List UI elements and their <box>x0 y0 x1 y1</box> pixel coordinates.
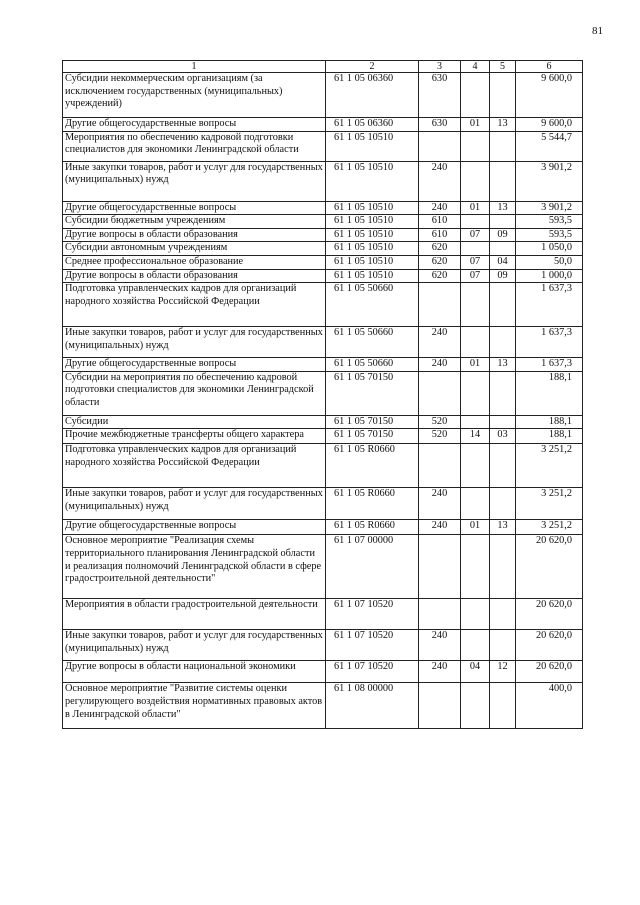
row-amount: 3 251,2 <box>516 444 583 488</box>
table-row <box>63 131 583 161</box>
row-amount: 188,1 <box>516 371 583 415</box>
row-rz: 01 <box>461 118 490 132</box>
row-code: 61 1 05 10510 <box>326 201 419 215</box>
row-rz <box>461 599 490 630</box>
row-pr <box>490 683 516 729</box>
row-pr <box>490 215 516 229</box>
row-vr <box>419 683 461 729</box>
row-amount: 3 251,2 <box>516 488 583 520</box>
row-name: Другие вопросы в области образования <box>63 228 326 242</box>
row-code: 61 1 05 06360 <box>326 73 419 118</box>
row-code: 61 1 05 10510 <box>326 131 419 161</box>
table-row <box>63 599 583 630</box>
row-vr: 240 <box>419 201 461 215</box>
budget-table <box>62 60 583 729</box>
row-pr <box>490 371 516 415</box>
row-name: Субсидии автономным учреждениям <box>63 242 326 256</box>
table-row <box>63 358 583 372</box>
row-name: Иные закупки товаров, работ и услуг для государственных (муниципальных) нужд <box>63 327 326 358</box>
row-rz: 07 <box>461 255 490 269</box>
row-code: 61 1 05 R0660 <box>326 444 419 488</box>
row-name: Мероприятия по обеспечению кадровой подготовки специалистов для экономики Ленинградской области <box>63 131 326 161</box>
table-row <box>63 242 583 256</box>
row-amount: 9 600,0 <box>516 118 583 132</box>
row-pr <box>490 444 516 488</box>
row-rz: 14 <box>461 429 490 444</box>
row-vr <box>419 283 461 327</box>
row-code: 61 1 05 50660 <box>326 327 419 358</box>
row-amount: 400,0 <box>516 683 583 729</box>
column-header: 3 <box>419 61 461 73</box>
row-pr <box>490 131 516 161</box>
table-row <box>63 661 583 683</box>
table-row <box>63 161 583 201</box>
row-vr <box>419 444 461 488</box>
row-name: Другие общегосударственные вопросы <box>63 118 326 132</box>
table-row <box>63 488 583 520</box>
row-name: Субсидии на мероприятия по обеспечению кадровой подготовки специалистов для экономики Ленинградской области <box>63 371 326 415</box>
row-rz <box>461 444 490 488</box>
column-header: 5 <box>490 61 516 73</box>
table-row <box>63 73 583 118</box>
row-rz <box>461 683 490 729</box>
row-pr <box>490 599 516 630</box>
row-rz <box>461 283 490 327</box>
row-rz <box>461 242 490 256</box>
row-amount: 50,0 <box>516 255 583 269</box>
row-pr: 04 <box>490 255 516 269</box>
page-number: 81 <box>592 25 603 37</box>
row-code: 61 1 05 70150 <box>326 429 419 444</box>
row-code: 61 1 05 10510 <box>326 255 419 269</box>
row-amount: 593,5 <box>516 228 583 242</box>
table-header-row <box>63 61 583 73</box>
row-code: 61 1 05 70150 <box>326 371 419 415</box>
row-name: Другие вопросы в области образования <box>63 269 326 283</box>
row-vr: 620 <box>419 269 461 283</box>
row-amount: 188,1 <box>516 429 583 444</box>
row-code: 61 1 05 10510 <box>326 242 419 256</box>
row-name: Субсидии некоммерческим организациям (за исключением государственных (муниципальных) учреждений) <box>63 73 326 118</box>
row-code: 61 1 05 10510 <box>326 215 419 229</box>
table-row <box>63 118 583 132</box>
row-rz <box>461 415 490 429</box>
row-name: Мероприятия в области градостроительной деятельности <box>63 599 326 630</box>
row-code: 61 1 05 10510 <box>326 228 419 242</box>
row-rz <box>461 488 490 520</box>
row-name: Иные закупки товаров, работ и услуг для государственных (муниципальных) нужд <box>63 630 326 661</box>
row-amount: 593,5 <box>516 215 583 229</box>
row-pr: 13 <box>490 358 516 372</box>
row-name: Иные закупки товаров, работ и услуг для государственных (муниципальных) нужд <box>63 488 326 520</box>
row-vr: 240 <box>419 161 461 201</box>
row-amount: 9 600,0 <box>516 73 583 118</box>
row-vr <box>419 535 461 599</box>
row-amount: 1 000,0 <box>516 269 583 283</box>
row-vr: 610 <box>419 228 461 242</box>
row-rz <box>461 161 490 201</box>
row-vr: 240 <box>419 488 461 520</box>
row-rz: 01 <box>461 201 490 215</box>
table-row <box>63 371 583 415</box>
row-pr <box>490 283 516 327</box>
table-row <box>63 201 583 215</box>
row-name: Подготовка управленческих кадров для организаций народного хозяйства Российской Федерации <box>63 283 326 327</box>
row-pr: 13 <box>490 520 516 535</box>
row-vr: 240 <box>419 661 461 683</box>
row-amount: 20 620,0 <box>516 630 583 661</box>
table-row <box>63 269 583 283</box>
row-vr: 240 <box>419 520 461 535</box>
row-vr <box>419 131 461 161</box>
row-pr <box>490 415 516 429</box>
row-rz: 07 <box>461 269 490 283</box>
row-amount: 20 620,0 <box>516 599 583 630</box>
row-vr: 620 <box>419 255 461 269</box>
table-row <box>63 283 583 327</box>
row-vr: 620 <box>419 242 461 256</box>
row-vr: 520 <box>419 429 461 444</box>
column-header: 1 <box>63 61 326 73</box>
row-pr <box>490 161 516 201</box>
row-name: Основное мероприятие "Реализация схемы территориального планирования Ленинградской области и реализация полномочий Ленинградской области в сфере градостроительной деятельности" <box>63 535 326 599</box>
row-amount: 3 251,2 <box>516 520 583 535</box>
row-code: 61 1 05 10510 <box>326 269 419 283</box>
row-vr: 240 <box>419 327 461 358</box>
table-row <box>63 444 583 488</box>
table-row <box>63 415 583 429</box>
row-name: Другие общегосударственные вопросы <box>63 358 326 372</box>
row-rz <box>461 215 490 229</box>
row-code: 61 1 05 50660 <box>326 358 419 372</box>
table-row <box>63 429 583 444</box>
row-code: 61 1 05 06360 <box>326 118 419 132</box>
row-pr <box>490 630 516 661</box>
row-pr: 09 <box>490 228 516 242</box>
row-amount: 20 620,0 <box>516 661 583 683</box>
table-row <box>63 535 583 599</box>
row-rz: 01 <box>461 358 490 372</box>
row-rz <box>461 131 490 161</box>
row-name: Основное мероприятие "Развитие системы оценки регулирующего воздействия нормативных правовых актов в Ленинградской области" <box>63 683 326 729</box>
row-amount: 188,1 <box>516 415 583 429</box>
row-pr <box>490 488 516 520</box>
row-amount: 1 637,3 <box>516 327 583 358</box>
table-row <box>63 630 583 661</box>
table-row <box>63 215 583 229</box>
row-amount: 20 620,0 <box>516 535 583 599</box>
row-amount: 5 544,7 <box>516 131 583 161</box>
row-pr <box>490 327 516 358</box>
row-pr <box>490 242 516 256</box>
row-code: 61 1 07 10520 <box>326 599 419 630</box>
row-vr <box>419 371 461 415</box>
row-name: Другие общегосударственные вопросы <box>63 201 326 215</box>
row-pr: 03 <box>490 429 516 444</box>
row-name: Другие общегосударственные вопросы <box>63 520 326 535</box>
row-name: Другие вопросы в области национальной экономики <box>63 661 326 683</box>
row-amount: 3 901,2 <box>516 201 583 215</box>
row-code: 61 1 07 10520 <box>326 630 419 661</box>
row-amount: 1 050,0 <box>516 242 583 256</box>
row-code: 61 1 05 R0660 <box>326 520 419 535</box>
row-vr: 630 <box>419 73 461 118</box>
row-vr: 610 <box>419 215 461 229</box>
row-code: 61 1 08 00000 <box>326 683 419 729</box>
row-pr <box>490 535 516 599</box>
row-name: Прочие межбюджетные трансферты общего характера <box>63 429 326 444</box>
table-row <box>63 228 583 242</box>
row-amount: 1 637,3 <box>516 358 583 372</box>
column-header: 4 <box>461 61 490 73</box>
row-rz: 04 <box>461 661 490 683</box>
table-row <box>63 683 583 729</box>
row-pr: 12 <box>490 661 516 683</box>
row-name: Субсидии бюджетным учреждениям <box>63 215 326 229</box>
row-code: 61 1 07 00000 <box>326 535 419 599</box>
row-rz: 01 <box>461 520 490 535</box>
row-name: Иные закупки товаров, работ и услуг для государственных (муниципальных) нужд <box>63 161 326 201</box>
row-rz: 07 <box>461 228 490 242</box>
row-name: Субсидии <box>63 415 326 429</box>
row-vr: 630 <box>419 118 461 132</box>
row-amount: 1 637,3 <box>516 283 583 327</box>
row-rz <box>461 371 490 415</box>
row-code: 61 1 05 50660 <box>326 283 419 327</box>
row-pr: 13 <box>490 201 516 215</box>
row-rz <box>461 73 490 118</box>
row-code: 61 1 05 10510 <box>326 161 419 201</box>
row-name: Подготовка управленческих кадров для организаций народного хозяйства Российской Федерации <box>63 444 326 488</box>
column-header: 6 <box>516 61 583 73</box>
row-code: 61 1 05 R0660 <box>326 488 419 520</box>
row-pr: 13 <box>490 118 516 132</box>
row-pr <box>490 73 516 118</box>
table-row <box>63 327 583 358</box>
row-rz <box>461 327 490 358</box>
row-pr: 09 <box>490 269 516 283</box>
row-vr: 520 <box>419 415 461 429</box>
row-name: Среднее профессиональное образование <box>63 255 326 269</box>
row-code: 61 1 07 10520 <box>326 661 419 683</box>
row-vr <box>419 599 461 630</box>
row-code: 61 1 05 70150 <box>326 415 419 429</box>
row-vr: 240 <box>419 630 461 661</box>
table-row <box>63 520 583 535</box>
row-vr: 240 <box>419 358 461 372</box>
table-row <box>63 255 583 269</box>
row-rz <box>461 630 490 661</box>
row-amount: 3 901,2 <box>516 161 583 201</box>
column-header: 2 <box>326 61 419 73</box>
row-rz <box>461 535 490 599</box>
